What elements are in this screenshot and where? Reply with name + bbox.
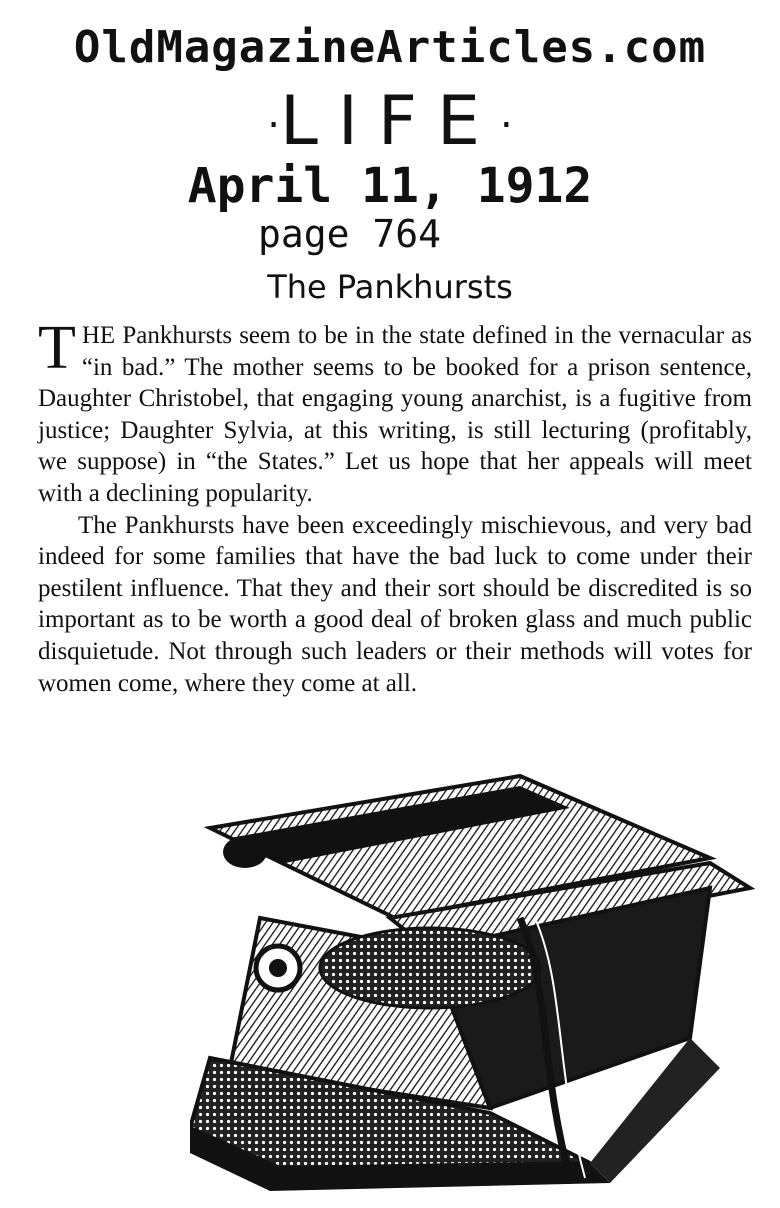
site-name: OldMagazineArticles.com bbox=[73, 22, 707, 73]
paragraph-2: The Pankhursts have been exceedingly mischievous, and very bad indeed for some families that have the bad luck to come under their pestilent influence. That they and their sort should be discredited is so important as to be worth a good deal of broken glass and much public disquietude. Not through such leaders or their methods will votes for women come, where they come at all. bbox=[38, 511, 752, 697]
article-title: The Pankhursts bbox=[267, 268, 513, 306]
page-number: page 764 bbox=[258, 212, 442, 256]
article-body bbox=[38, 314, 752, 699]
drop-cap: T bbox=[38, 314, 76, 382]
typewriter-icon bbox=[190, 768, 760, 1193]
paragraph-1-text: HE Pankhursts seem to be in the state defined in the vernacular as “in bad.” The mother seems to be booked for a prison sentence, Daughter Christobel, that engaging young anarchist, is a fugitive from justice; Daughter Sylvia, at this writing, is still lecturing (profitably, we suppose) in “the States.” Let us hope that her appeals will meet with a declining popularity. bbox=[38, 322, 752, 507]
magazine-name bbox=[0, 82, 780, 161]
magazine-dot-left: · bbox=[267, 102, 280, 149]
paragraph-1 bbox=[38, 314, 752, 510]
magazine-dot-right: · bbox=[500, 102, 513, 149]
issue-date: April 11, 1912 bbox=[187, 158, 593, 214]
magazine-title: LIFE bbox=[279, 82, 501, 161]
